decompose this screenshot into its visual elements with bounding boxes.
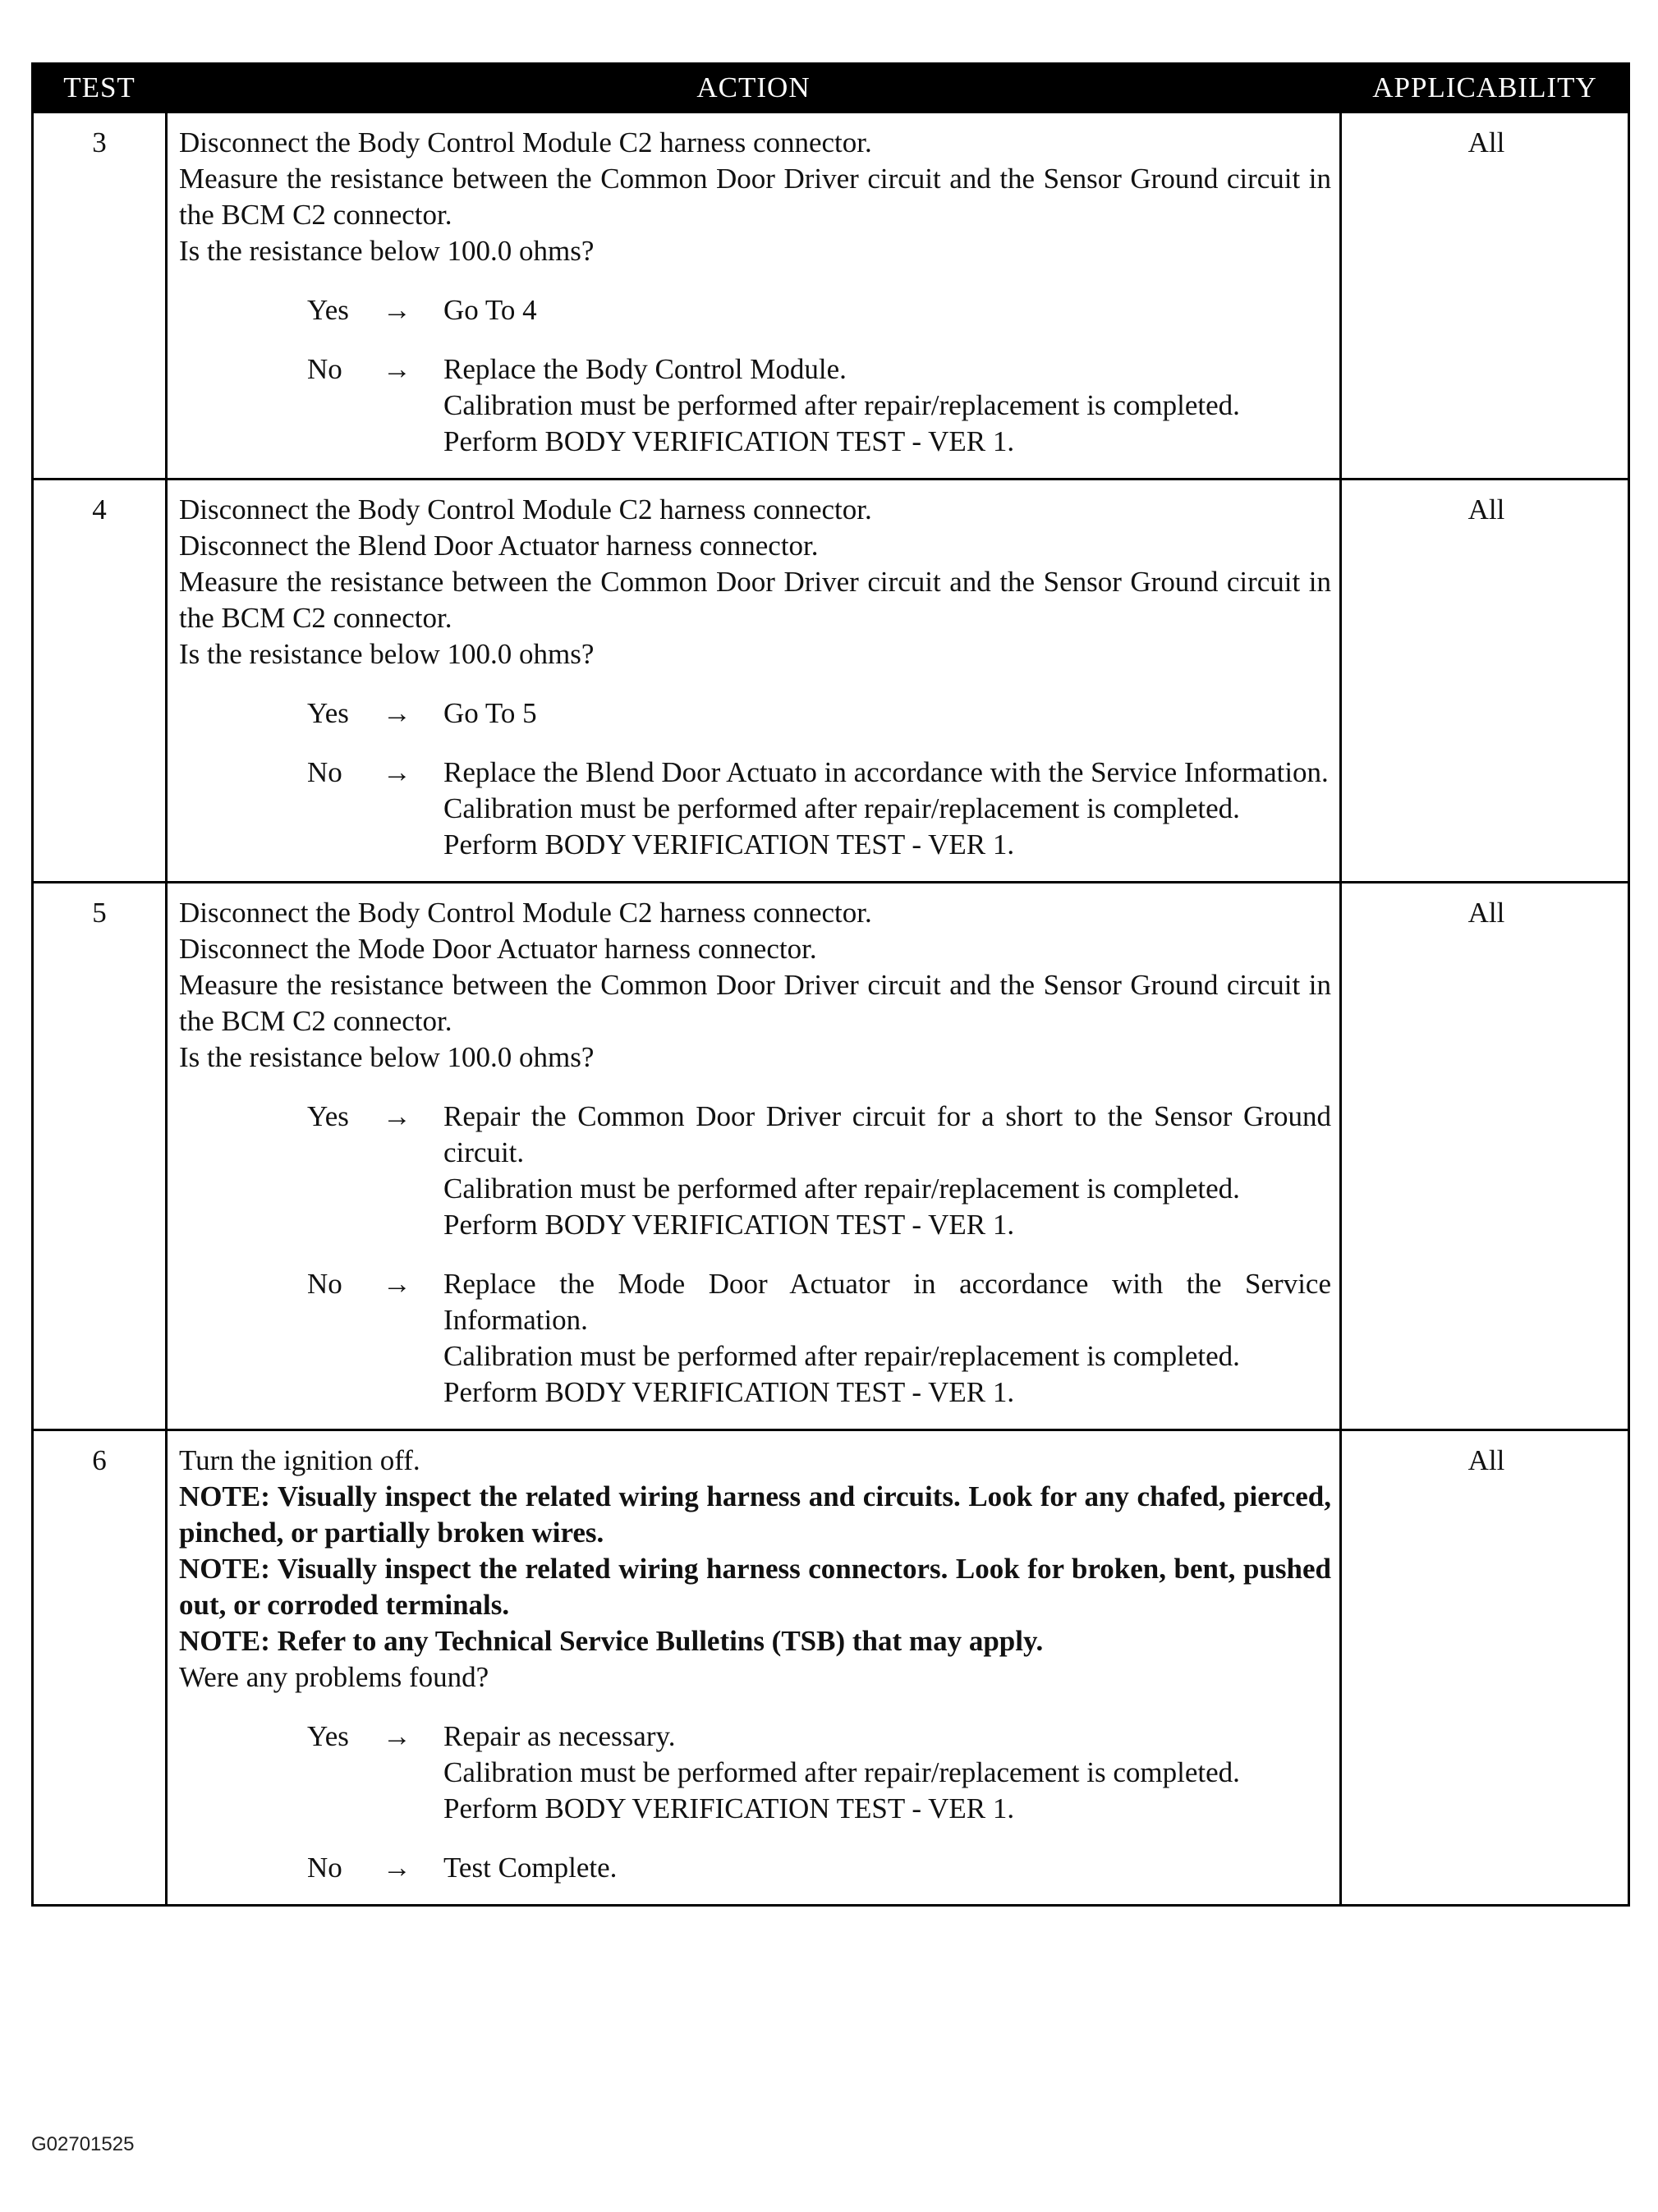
- result-line: Calibration must be performed after repair/replacement is completed.: [443, 792, 1240, 824]
- answer-option-yes: [179, 1719, 1331, 1827]
- answer-label: No: [307, 1852, 342, 1884]
- diagnostic-table: [31, 62, 1630, 1907]
- result-line: Perform BODY VERIFICATION TEST - VER 1.: [443, 1792, 1015, 1824]
- answer-result: [443, 1850, 1331, 1886]
- result-line: Calibration must be performed after repair/replacement is completed.: [443, 1173, 1240, 1205]
- result-line: Test Complete.: [443, 1852, 618, 1884]
- result-line: Perform BODY VERIFICATION TEST - VER 1.: [443, 828, 1015, 860]
- action-cell: [167, 1430, 1341, 1906]
- table-row: [33, 112, 1629, 480]
- answer-option-yes: [179, 1099, 1331, 1243]
- answer-result: [443, 292, 1331, 328]
- result-line: Go To 5: [443, 697, 537, 729]
- result-line: Perform BODY VERIFICATION TEST - VER 1.: [443, 1209, 1015, 1241]
- instruction-line: Disconnect the Body Control Module C2 harness connector.: [179, 897, 872, 929]
- arrow-right-icon: →: [383, 1852, 411, 1884]
- answer-label: No: [307, 353, 342, 385]
- result-line: Repair the Common Door Driver circuit for a short to the Sensor Ground circuit.: [443, 1100, 1331, 1168]
- applicability-value: All: [1341, 883, 1629, 1430]
- result-line: Replace the Mode Door Actuator in accordance with the Service Information.: [443, 1268, 1331, 1336]
- answer-label: No: [307, 756, 342, 788]
- note-line: NOTE: Visually inspect the related wiring harness and circuits. Look for any chafed, pierced, pinched, or partially broken wires.: [179, 1480, 1331, 1549]
- instruction-line: Disconnect the Body Control Module C2 harness connector.: [179, 126, 872, 158]
- instruction-line: Disconnect the Mode Door Actuator harness connector.: [179, 933, 817, 965]
- instruction-line: Is the resistance below 100.0 ohms?: [179, 235, 595, 267]
- arrow-right-icon: →: [383, 353, 411, 385]
- header-test: TEST: [33, 64, 167, 112]
- result-line: Repair as necessary.: [443, 1720, 676, 1752]
- arrow-right-icon: →: [383, 1100, 411, 1132]
- result-line: Calibration must be performed after repair/replacement is completed.: [443, 1756, 1240, 1788]
- action-instructions: [179, 895, 1331, 1076]
- table-header-row: [33, 64, 1629, 112]
- action-cell: [167, 480, 1341, 883]
- table-row: [33, 1430, 1629, 1906]
- instruction-line: Measure the resistance between the Common Door Driver circuit and the Sensor Ground circuit in the BCM C2 connector.: [179, 566, 1331, 634]
- test-number: 5: [33, 883, 167, 1430]
- instruction-line: Were any problems found?: [179, 1661, 489, 1693]
- action-cell: [167, 112, 1341, 480]
- action-cell: [167, 883, 1341, 1430]
- result-line: Replace the Body Control Module.: [443, 353, 847, 385]
- note-line: NOTE: Visually inspect the related wiring harness connectors. Look for broken, bent, pushed out, or corroded terminals.: [179, 1553, 1331, 1621]
- answer-result: [443, 695, 1331, 732]
- applicability-value: All: [1341, 480, 1629, 883]
- answer-result: [443, 755, 1331, 863]
- answer-label: Yes: [307, 697, 349, 729]
- answer-option-yes: [179, 292, 1331, 328]
- note-line: NOTE: Refer to any Technical Service Bulletins (TSB) that may apply.: [179, 1625, 1044, 1657]
- answer-option-no: [179, 1266, 1331, 1411]
- answer-result: [443, 1719, 1331, 1827]
- result-line: Calibration must be performed after repair/replacement is completed.: [443, 1340, 1240, 1372]
- result-line: Replace the Blend Door Actuato in accordance with the Service Information.: [443, 756, 1329, 788]
- instruction-line: Disconnect the Body Control Module C2 harness connector.: [179, 493, 872, 525]
- applicability-value: All: [1341, 1430, 1629, 1906]
- result-line: Perform BODY VERIFICATION TEST - VER 1.: [443, 425, 1015, 457]
- answer-label: Yes: [307, 1100, 349, 1132]
- instruction-line: Disconnect the Blend Door Actuator harness connector.: [179, 530, 819, 562]
- answer-label: Yes: [307, 294, 349, 326]
- answer-option-no: [179, 755, 1331, 863]
- action-instructions: [179, 1443, 1331, 1696]
- test-number: 6: [33, 1430, 167, 1906]
- arrow-right-icon: →: [383, 294, 411, 326]
- arrow-right-icon: →: [383, 697, 411, 729]
- instruction-line: Turn the ignition off.: [179, 1444, 420, 1476]
- instruction-line: Is the resistance below 100.0 ohms?: [179, 1041, 595, 1073]
- result-line: Calibration must be performed after repair/replacement is completed.: [443, 389, 1240, 421]
- figure-id: G02701525: [31, 2133, 135, 2155]
- instruction-line: Measure the resistance between the Common Door Driver circuit and the Sensor Ground circuit in the BCM C2 connector.: [179, 969, 1331, 1037]
- applicability-value: All: [1341, 112, 1629, 480]
- answer-result: [443, 1099, 1331, 1243]
- action-instructions: [179, 125, 1331, 269]
- table-row: [33, 480, 1629, 883]
- header-applicability: APPLICABILITY: [1341, 64, 1629, 112]
- table-row: [33, 883, 1629, 1430]
- table-body: [33, 112, 1629, 1906]
- arrow-right-icon: →: [383, 1720, 411, 1752]
- action-instructions: [179, 492, 1331, 672]
- instruction-line: Is the resistance below 100.0 ohms?: [179, 638, 595, 670]
- arrow-right-icon: →: [383, 1268, 411, 1300]
- arrow-right-icon: →: [383, 756, 411, 788]
- answer-option-no: [179, 351, 1331, 460]
- diagnostic-test-sheet: [31, 62, 1628, 1907]
- test-number: 3: [33, 112, 167, 480]
- answer-result: [443, 351, 1331, 460]
- result-line: Perform BODY VERIFICATION TEST - VER 1.: [443, 1376, 1015, 1408]
- result-line: Go To 4: [443, 294, 537, 326]
- instruction-line: Measure the resistance between the Common Door Driver circuit and the Sensor Ground circuit in the BCM C2 connector.: [179, 163, 1331, 231]
- answer-result: [443, 1266, 1331, 1411]
- test-number: 4: [33, 480, 167, 883]
- answer-option-no: [179, 1850, 1331, 1886]
- header-action: ACTION: [167, 64, 1341, 112]
- answer-option-yes: [179, 695, 1331, 732]
- answer-label: No: [307, 1268, 342, 1300]
- answer-label: Yes: [307, 1720, 349, 1752]
